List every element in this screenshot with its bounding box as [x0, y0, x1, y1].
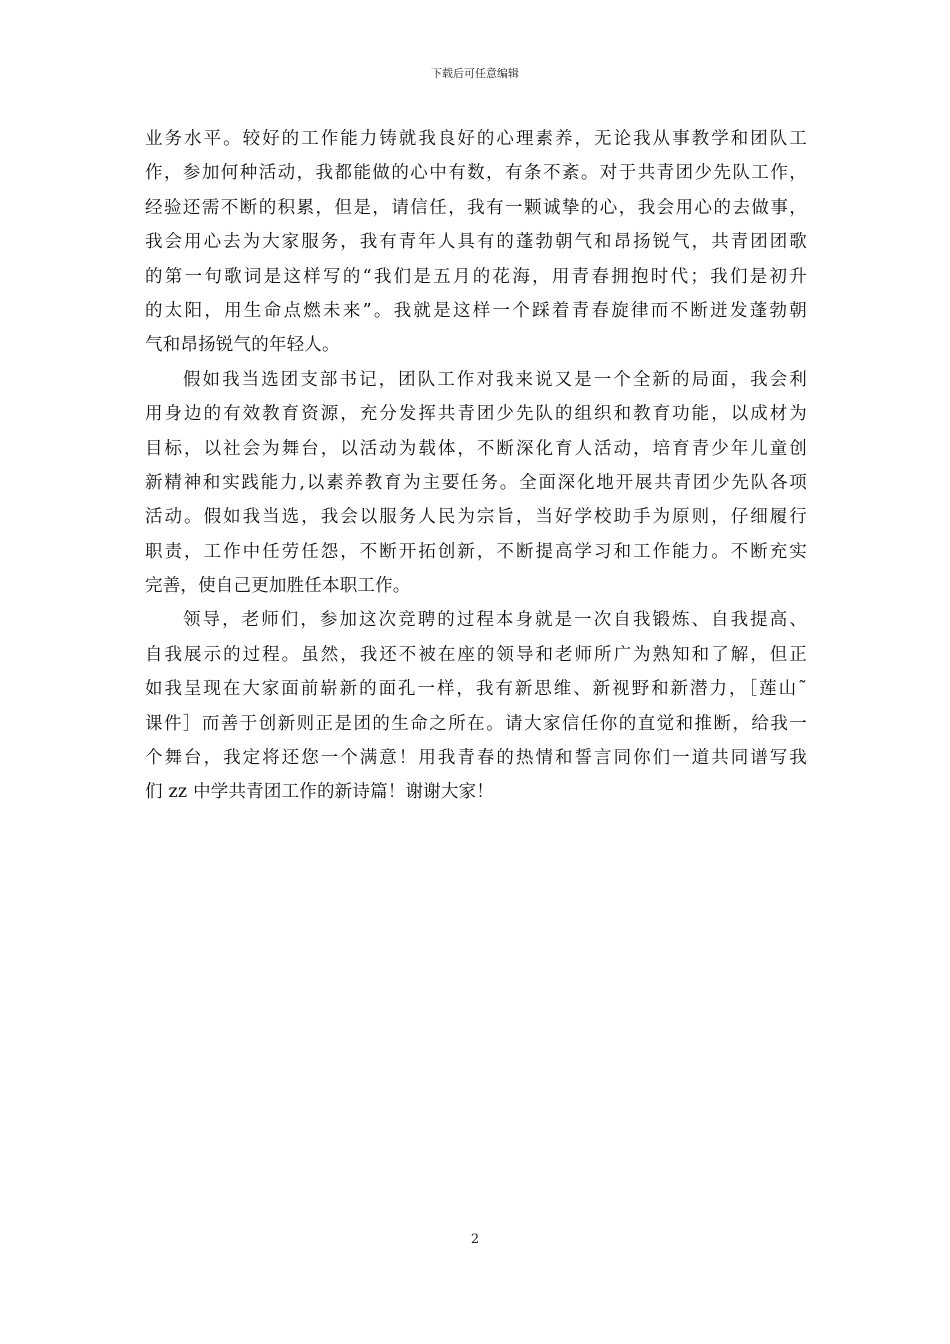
text-line: 用身边的有效教育资源，充分发挥共青团少先队的组织和教育功能，以成材为 [145, 404, 807, 425]
paragraph-3 [145, 603, 807, 809]
text-line: 个舞台，我定将还您一个满意！用我青春的热情和誓言同你们一道共同谱写我 [145, 748, 807, 769]
text-line: 如我呈现在大家面前崭新的面孔一样，我有新思维、新视野和新潜力，［莲山˜ [145, 679, 807, 700]
text-line: 作，参加何种活动，我都能做的心中有数，有条不紊。对于共青团少先队工作， [145, 163, 807, 184]
paragraph-1 [145, 122, 807, 363]
text-line: 气和昂扬锐气的年轻人。 [145, 335, 340, 356]
text-line: 的太阳，用生命点燃未来”。我就是这样一个踩着青春旋律而不断迸发蓬勃朝 [145, 300, 807, 321]
text-line: 职责，工作中任劳任怨，不断开拓创新，不断提高学习和工作能力。不断充实 [145, 541, 807, 562]
text-line: 业务水平。较好的工作能力铸就我良好的心理素养，无论我从事教学和团队工 [145, 129, 807, 149]
text-line: 们 zz 中学共青团工作的新诗篇！谢谢大家！ [145, 782, 494, 803]
text-line: 假如我当选团支部书记，团队工作对我来说又是一个全新的局面，我会利 [183, 369, 807, 390]
page-header: 下载后可任意编辑 [431, 67, 519, 80]
text-line: 的第一句歌词是这样写的“我们是五月的花海，用青春拥抱时代；我们是初升 [145, 266, 807, 287]
text-line: 新精神和实践能力,以素养教育为主要任务。全面深化地开展共青团少先队各项 [145, 472, 807, 493]
text-line: 经验还需不断的积累，但是，请信任，我有一颗诚挚的心，我会用心的去做事， [145, 197, 807, 218]
text-line: 领导，老师们，参加这次竞聘的过程本身就是一次自我锻炼、自我提高、 [183, 610, 807, 631]
text-line: 自我展示的过程。虽然，我还不被在座的领导和老师所广为熟知和了解，但正 [145, 644, 807, 665]
page-number: 2 [470, 1232, 480, 1247]
text-line: 课件］而善于创新则正是团的生命之所在。请大家信任你的直觉和推断，给我一 [145, 713, 807, 734]
text-line: 目标，以社会为舞台，以活动为载体，不断深化育人活动，培育青少年儿童创 [145, 438, 807, 459]
document-body [145, 122, 807, 810]
text-line: 完善，使自己更加胜任本职工作。 [145, 576, 411, 597]
text-line: 我会用心去为大家服务，我有青年人具有的蓬勃朝气和昂扬锐气，共青团团歌 [145, 232, 807, 253]
paragraph-2 [145, 363, 807, 604]
text-line: 活动。假如我当选，我会以服务人民为宗旨，当好学校助手为原则，仔细履行 [145, 507, 807, 528]
